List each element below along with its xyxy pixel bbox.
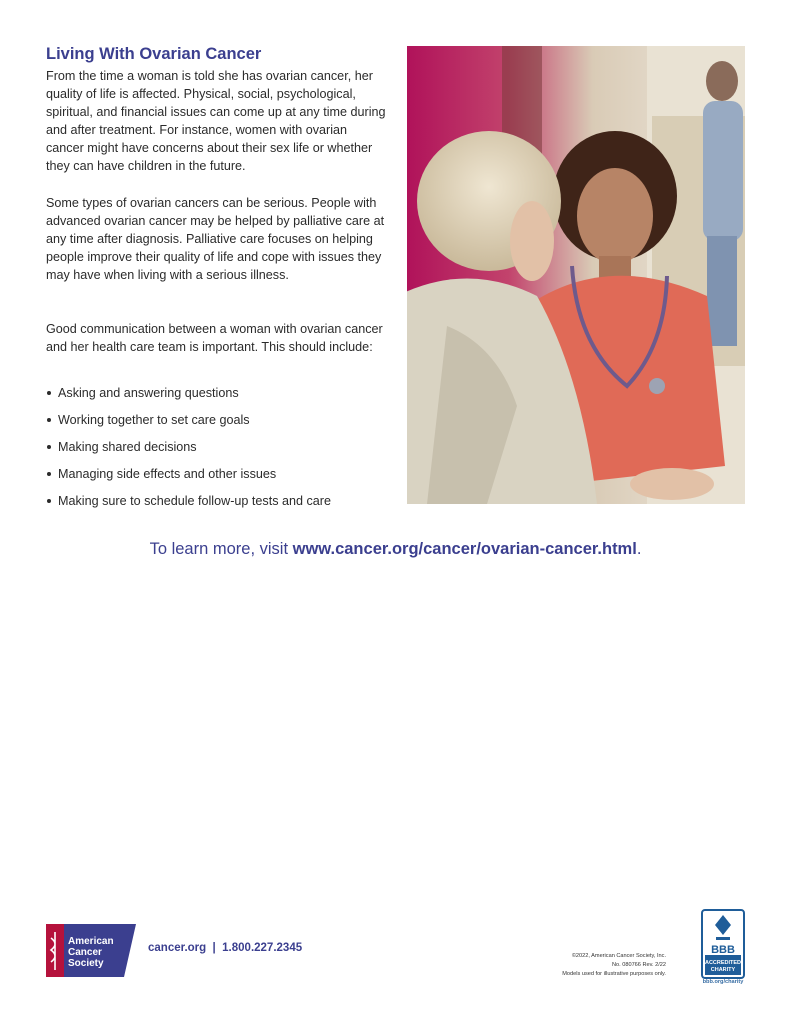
bbb-line-1: ACCREDITED [704, 960, 742, 966]
intro-paragraph: From the time a woman is told she has ovarian cancer, her quality of life is affected. Physical, social, psychological, spiritual, and financial issues can come up at any time during and after treatment. For instance, women with ovarian cancer might have concerns about their sex life or whether they can have children in the future. [46, 69, 386, 173]
copyright-line: ©2022, American Cancer Society, Inc. [571, 953, 666, 959]
logo-line-2: Cancer [68, 947, 102, 958]
contact-info[interactable]: cancer.org | 1.800.227.2345 [148, 942, 303, 954]
list-item: Asking and answering questions [46, 384, 391, 411]
legal-notice [500, 952, 666, 979]
communication-paragraph: Good communication between a woman with ovarian cancer and her health care team is important. This should include: [46, 322, 383, 354]
document-number: No. 080766 Rev. 2/22 [611, 962, 666, 968]
models-disclaimer: Models used for illustrative purposes only. [562, 971, 666, 977]
patient-doctor-photo [407, 46, 745, 504]
learn-more-suffix: . [636, 540, 642, 558]
logo-line-3: Society [68, 958, 104, 969]
palliative-care-paragraph: Some types of ovarian cancers can be serious. People with advanced ovarian cancer may be helped by palliative care at any time after diagnosis. Palliative care focuses on helping people improve their quality of life and cope with issues they may have when living with a serious illness. [46, 196, 385, 282]
list-item: Working together to set care goals [46, 411, 391, 438]
list-item: Making sure to schedule follow-up tests and care [46, 492, 391, 519]
bbb-url[interactable]: bbb.org/charity [702, 979, 744, 985]
logo-line-1: American [68, 936, 114, 947]
learn-more-line [0, 540, 791, 559]
list-item: Managing side effects and other issues [46, 465, 391, 492]
page-title: Living With Ovarian Cancer [46, 45, 262, 63]
learn-more-prefix: To learn more, visit [149, 540, 293, 558]
learn-more-link[interactable]: www.cancer.org/cancer/ovarian-cancer.html [292, 540, 637, 558]
bbb-line-2: CHARITY [710, 967, 736, 973]
bbb-mark: BBB [711, 944, 735, 956]
communication-list [46, 384, 391, 519]
bbb-accredited-charity-seal [701, 909, 745, 979]
list-item: Making shared decisions [46, 438, 391, 465]
acs-logo [46, 924, 136, 977]
